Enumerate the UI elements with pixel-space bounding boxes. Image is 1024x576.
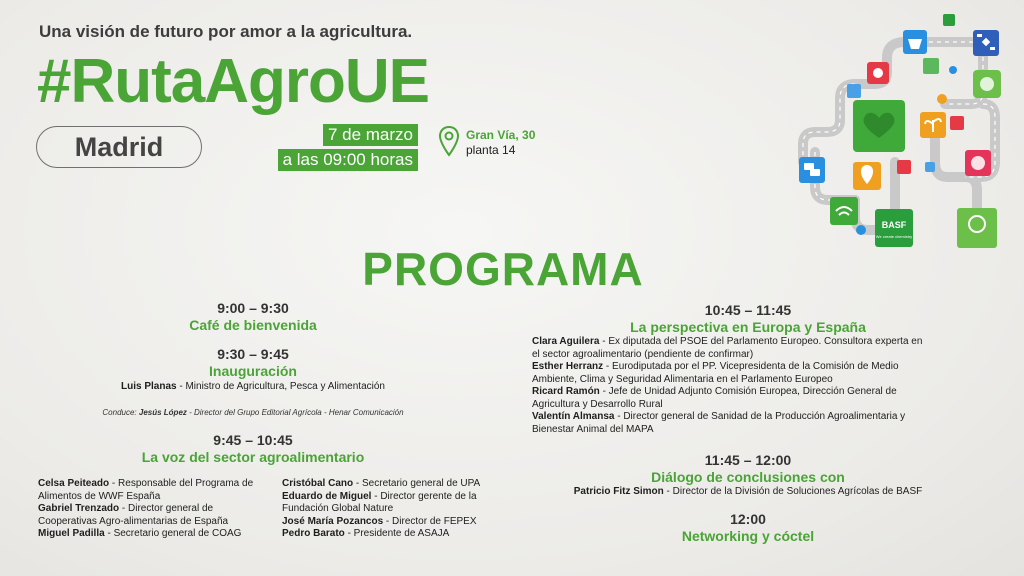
session-3-speakers-left <box>38 478 264 541</box>
session-3-time: 9:45 – 10:45 <box>213 432 293 448</box>
event-date <box>270 124 418 174</box>
session-3-speakers-right <box>282 478 494 541</box>
session-4-time: 10:45 – 11:45 <box>704 302 792 318</box>
session-6-title: Networking y cóctel <box>681 528 815 544</box>
session-4-speakers <box>532 336 932 436</box>
speaker-item: Cristóbal Cano - Secretario general de UPA <box>282 478 481 489</box>
speaker-item: José María Pozancos - Director de FEPEX <box>282 515 477 527</box>
session-2-time: 9:30 – 9:45 <box>217 346 289 362</box>
moderator-line: Conduce: Jesús López - Director del Grupo Editorial Agrícola - Henar Comunicación <box>102 408 404 417</box>
session-1-time: 9:00 – 9:30 <box>217 300 289 316</box>
speaker-item: Pedro Barato - Presidente de ASAJA <box>282 528 450 539</box>
session-5-title: Diálogo de conclusiones con <box>651 469 845 485</box>
session-5-time: 11:45 – 12:00 <box>704 452 792 468</box>
address-floor: planta 14 <box>466 143 516 157</box>
session-4-title: La perspectiva en Europa y España <box>630 319 866 335</box>
event-address <box>466 128 535 158</box>
session-5-speaker: Patricio Fitz Simon - Director de la División de Soluciones Agrícolas de BASF <box>573 486 923 497</box>
session-3-title: La voz del sector agroalimentario <box>141 449 365 465</box>
session-1-title: Café de bienvenida <box>189 317 317 333</box>
fruit-icon <box>971 156 985 170</box>
speaker-item: Eduardo de Miguel - Director gerente de la Fundación Global Nature <box>282 490 477 514</box>
hashtag-title: #RutaAgroUE <box>37 47 430 116</box>
speaker-item: Celsa Peiteado - Responsable del Programa de Alimentos de WWF España <box>38 478 254 502</box>
speaker-item: Clara Aguilera - Ex diputada del PSOE del Parlamento Europeo. Consultora experta en el sector agroalimentario (pendiente de confirmar) <box>532 336 923 360</box>
basf-logo: BASF <box>881 220 907 230</box>
session-2-title: Inauguración <box>209 363 297 379</box>
ruta-agro-logo-graphic <box>795 12 1010 262</box>
program-heading: PROGRAMA <box>362 243 644 295</box>
brain-icon <box>980 77 994 91</box>
speaker-item: Miguel Padilla - Secretario general de COAG <box>38 528 242 539</box>
address-street: Gran Vía, 30 <box>466 128 536 142</box>
city-button[interactable] <box>36 126 202 168</box>
city-label: Madrid <box>74 131 164 162</box>
speaker-item: Ricard Ramón - Jefe de Unidad Adjunto Comisión Europea, Dirección General de Agricultura y Desarrollo Rural <box>532 386 897 410</box>
date-line-1: 7 de marzo <box>323 124 418 146</box>
tagline: Una visión de futuro por amor a la agricultura. <box>39 22 413 41</box>
bug-icon <box>873 68 883 78</box>
map-pin-icon <box>438 125 460 164</box>
speaker-item: Esther Herranz - Eurodiputada por el PP. Vicepresidenta de la Comisión de Medio Ambiente, Clima y Seguridad Alimentaria en el Parlamento Europeo <box>532 361 899 385</box>
session-2-speaker: Luis Planas - Ministro de Agricultura, Pesca y Alimentación <box>120 381 385 392</box>
session-6-time: 12:00 <box>730 511 766 527</box>
date-line-2: a las 09:00 horas <box>278 149 418 171</box>
speaker-item: Gabriel Trenzado - Director general de Cooperativas Agro-alimentarias de España <box>38 503 229 527</box>
basf-tagline: We create chemistry <box>875 234 913 239</box>
speaker-item: Valentín Almansa - Director general de Sanidad de la Producción Agroalimentaria y Bienestar Animal del MAPA <box>532 411 906 435</box>
